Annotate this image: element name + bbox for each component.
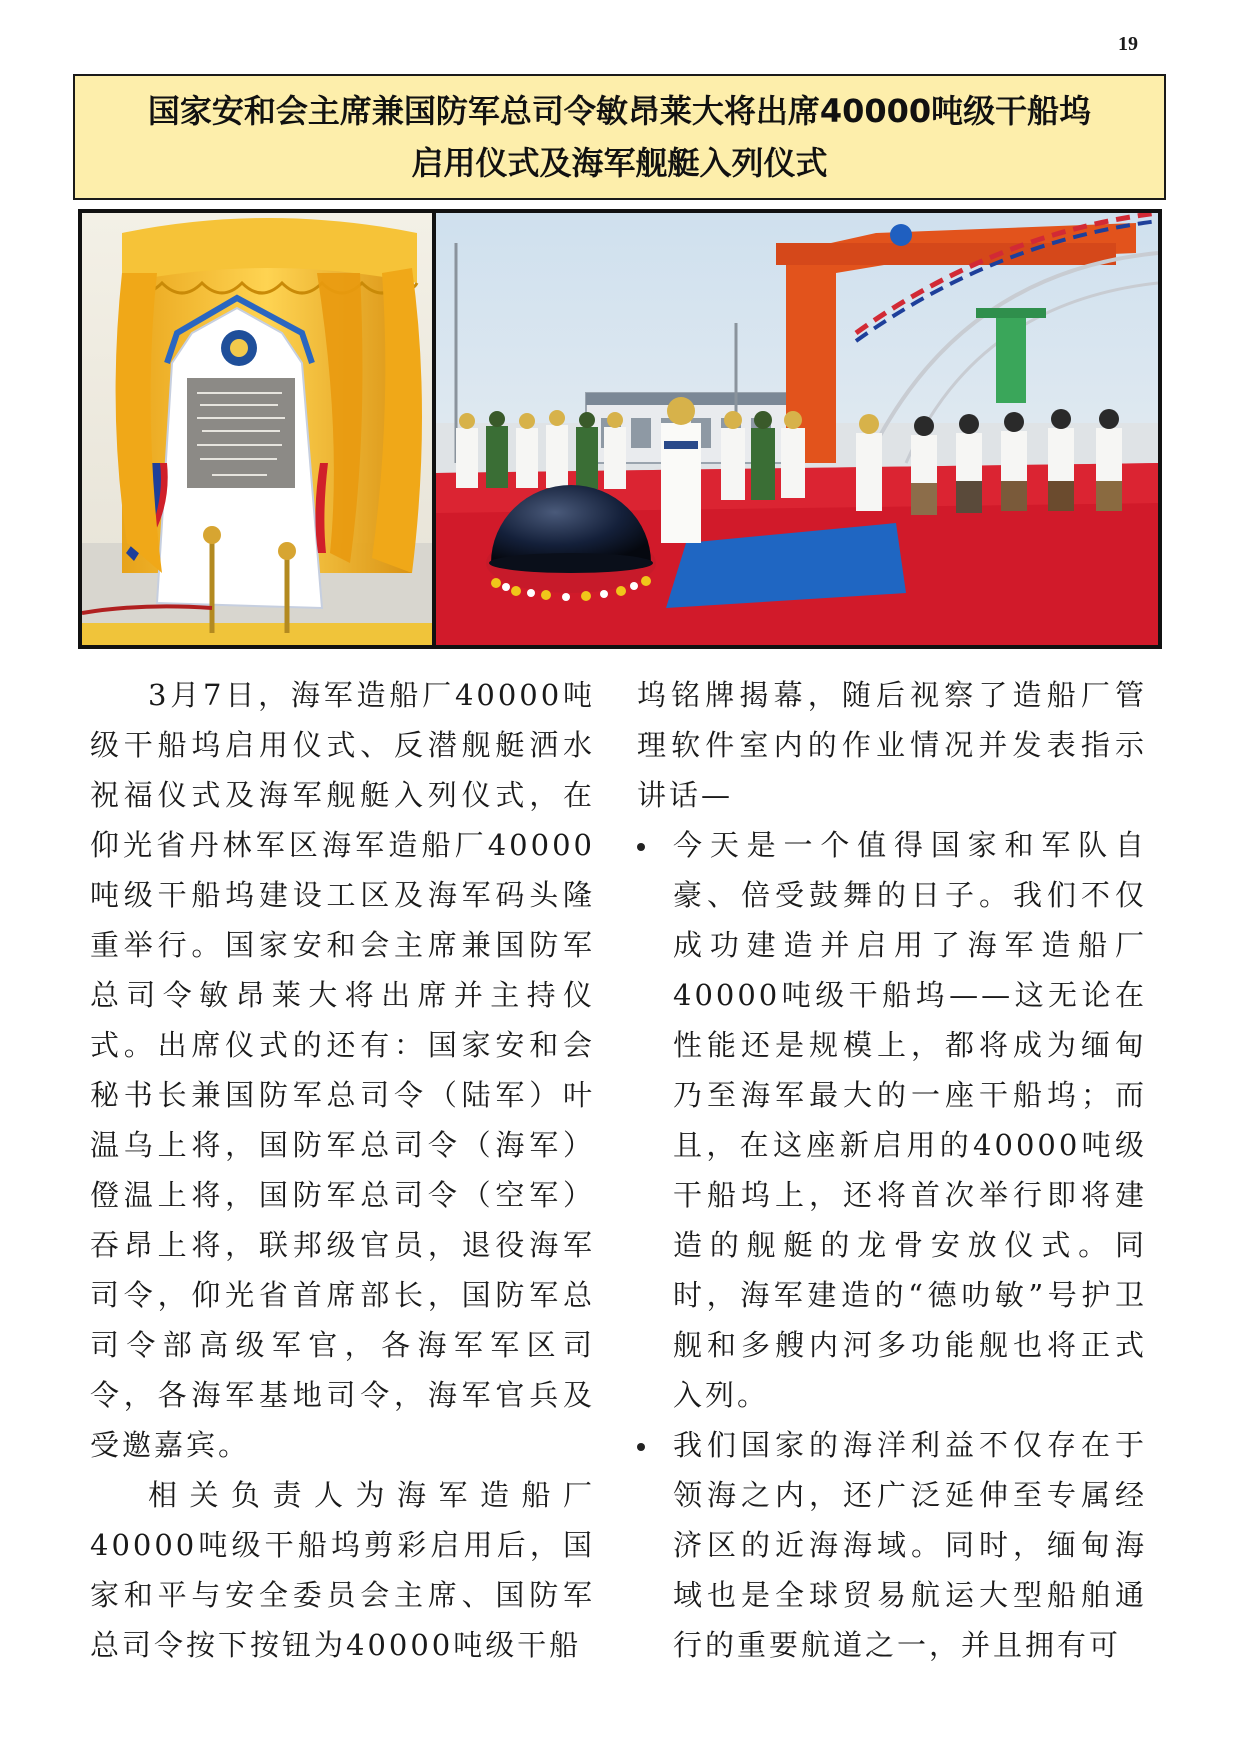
- plaque-unveiling-photo: [82, 213, 432, 645]
- page-number: 19: [1118, 33, 1138, 55]
- headline-box: [73, 74, 1166, 200]
- article-paragraph-2: 相关负责人为海军造船厂40000吨级干船坞剪彩启用后，国家和平与安全委员会主席、国防军总司令按下按钮为40000吨级干船: [90, 1478, 595, 1662]
- bullet-dot-icon: [637, 843, 645, 851]
- speech-points-list: [637, 820, 1147, 1670]
- speech-point-text: 我们国家的海洋利益不仅存在于领海之内，还广泛延伸至专属经济区的近海海域。同时，缅甸海域也是全球贸易航运大型船舶通行的重要航道之一，并且拥有可: [673, 1428, 1147, 1662]
- article-paragraph-1: 3月7日，海军造船厂40000吨级干船坞启用仪式、反潜舰艇洒水祝福仪式及海军舰艇入列仪式，在仰光省丹林军区海军造船厂40000吨级干船坞建设工区及海军码头隆重举行。国家安和会主席兼国防军总司令敏昂莱大将出席并主持仪式。出席仪式的还有：国家安和会秘书长兼国防军总司令（陆军）叶温乌上将，国防军总司令（海军）僜温上将，国防军总司令（空军）吞昂上将，联邦级官员，退役海军司令，仰光省首席部长，国防军总司令部高级军官，各海军军区司令，各海军基地司令，海军官兵及受邀嘉宾。: [90, 678, 595, 1462]
- speech-point: [637, 1420, 1147, 1670]
- article-column-right: [637, 670, 1147, 1670]
- article-column-left: [90, 670, 595, 1670]
- dry-dock-ceremony-photo: [436, 213, 1158, 645]
- speech-point: [637, 820, 1147, 1420]
- headline-line-1: 国家安和会主席兼国防军总司令敏昂莱大将出席40000吨级干船坞: [147, 92, 1092, 130]
- headline-line-2: 启用仪式及海军舰艇入列仪式: [411, 144, 828, 182]
- photo-frame: [78, 209, 1162, 649]
- bullet-dot-icon: [637, 1443, 645, 1451]
- speech-point-text: 今天是一个值得国家和军队自豪、倍受鼓舞的日子。我们不仅成功建造并启用了海军造船厂40000吨级干船坞——这无论在性能还是规模上，都将成为缅甸乃至海军最大的一座干船坞；而且，在这座新启用的40000吨级干船坞上，还将首次举行即将建造的舰艇的龙骨安放仪式。同时，海军建造的“德叻敏”号护卫舰和多艘内河多功能舰也将正式入列。: [673, 828, 1147, 1412]
- article-paragraph-continued: 坞铭牌揭幕，随后视察了造船厂管理软件室内的作业情况并发表指示讲话—: [637, 678, 1147, 812]
